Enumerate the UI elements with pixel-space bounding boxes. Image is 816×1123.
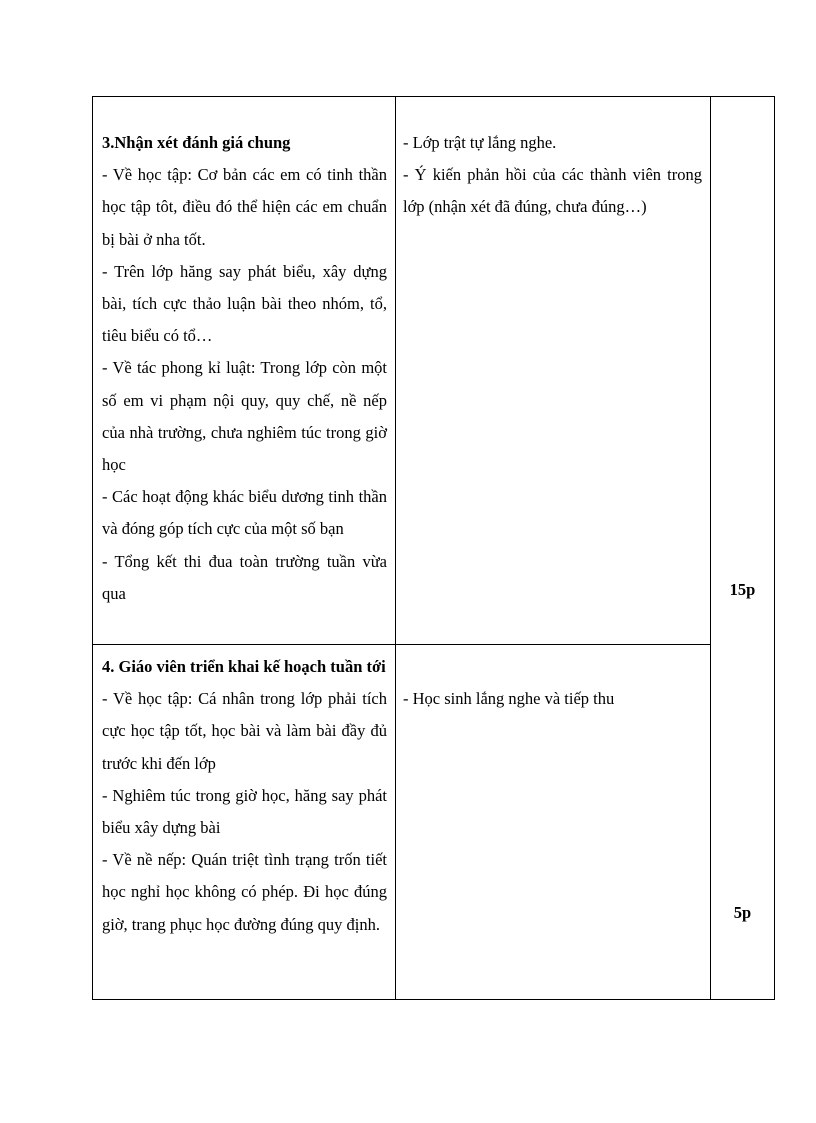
paragraph: - Về học tập: Cơ bản các em có tinh thần học tập tôt, điều đó thể hiện các em chuẩn bị bài ở nha tốt. (102, 165, 387, 249)
table-row (93, 645, 775, 1000)
teacher-activity-content (93, 645, 395, 941)
time-label: 15p (729, 580, 756, 599)
student-activity-cell (396, 645, 711, 1000)
paragraph: - Học sinh lắng nghe và tiếp thu (403, 689, 615, 708)
lesson-plan-table (92, 96, 775, 1000)
paragraph: - Về học tập: Cá nhân trong lớp phải tích cực học tập tốt, học bài và làm bài đầy đủ trước khi đến lớp (102, 689, 387, 773)
student-activity-content (396, 645, 710, 715)
paragraph: - Ý kiến phản hồi của các thành viên trong lớp (nhận xét đã đúng, chưa đúng…) (403, 165, 702, 217)
paragraph: - Trên lớp hăng say phát biểu, xây dựng bài, tích cực thảo luận bài theo nhóm, tổ, tiêu biểu có tổ… (102, 261, 387, 346)
student-activity-cell (396, 97, 711, 645)
paragraph: - Lớp trật tự lắng nghe. (403, 133, 557, 152)
teacher-activity-cell (93, 645, 396, 1000)
time-label: 5p (733, 903, 752, 922)
table-row (93, 97, 775, 645)
paragraph: - Về nề nếp: Quán triệt tình trạng trốn tiết học nghỉ học không có phép. Đi học đúng giờ, trang phục học đường đúng quy định. (102, 850, 387, 934)
paragraph: - Các hoạt động khác biểu dương tinh thần và đóng góp tích cực của một số bạn (102, 487, 387, 539)
student-activity-content (396, 97, 710, 224)
paragraph: - Nghiêm túc trong giờ học, hăng say phát biểu xây dựng bài (102, 785, 387, 838)
teacher-activity-content (93, 97, 395, 610)
paragraph: - Về tác phong kỉ luật: Trong lớp còn một số em vi phạm nội quy, quy chế, nề nếp của nhà trường, chưa nghiêm túc trong giờ học (102, 358, 387, 475)
section-heading: 4. Giáo viên triển khai kế hoạch tuần tới (102, 657, 386, 676)
teacher-activity-cell (93, 97, 396, 645)
paragraph: - Tổng kết thi đua toàn trường tuần vừa qua (102, 551, 387, 603)
section-heading: 3.Nhận xét đánh giá chung (102, 133, 291, 152)
time-cell (711, 97, 775, 1000)
